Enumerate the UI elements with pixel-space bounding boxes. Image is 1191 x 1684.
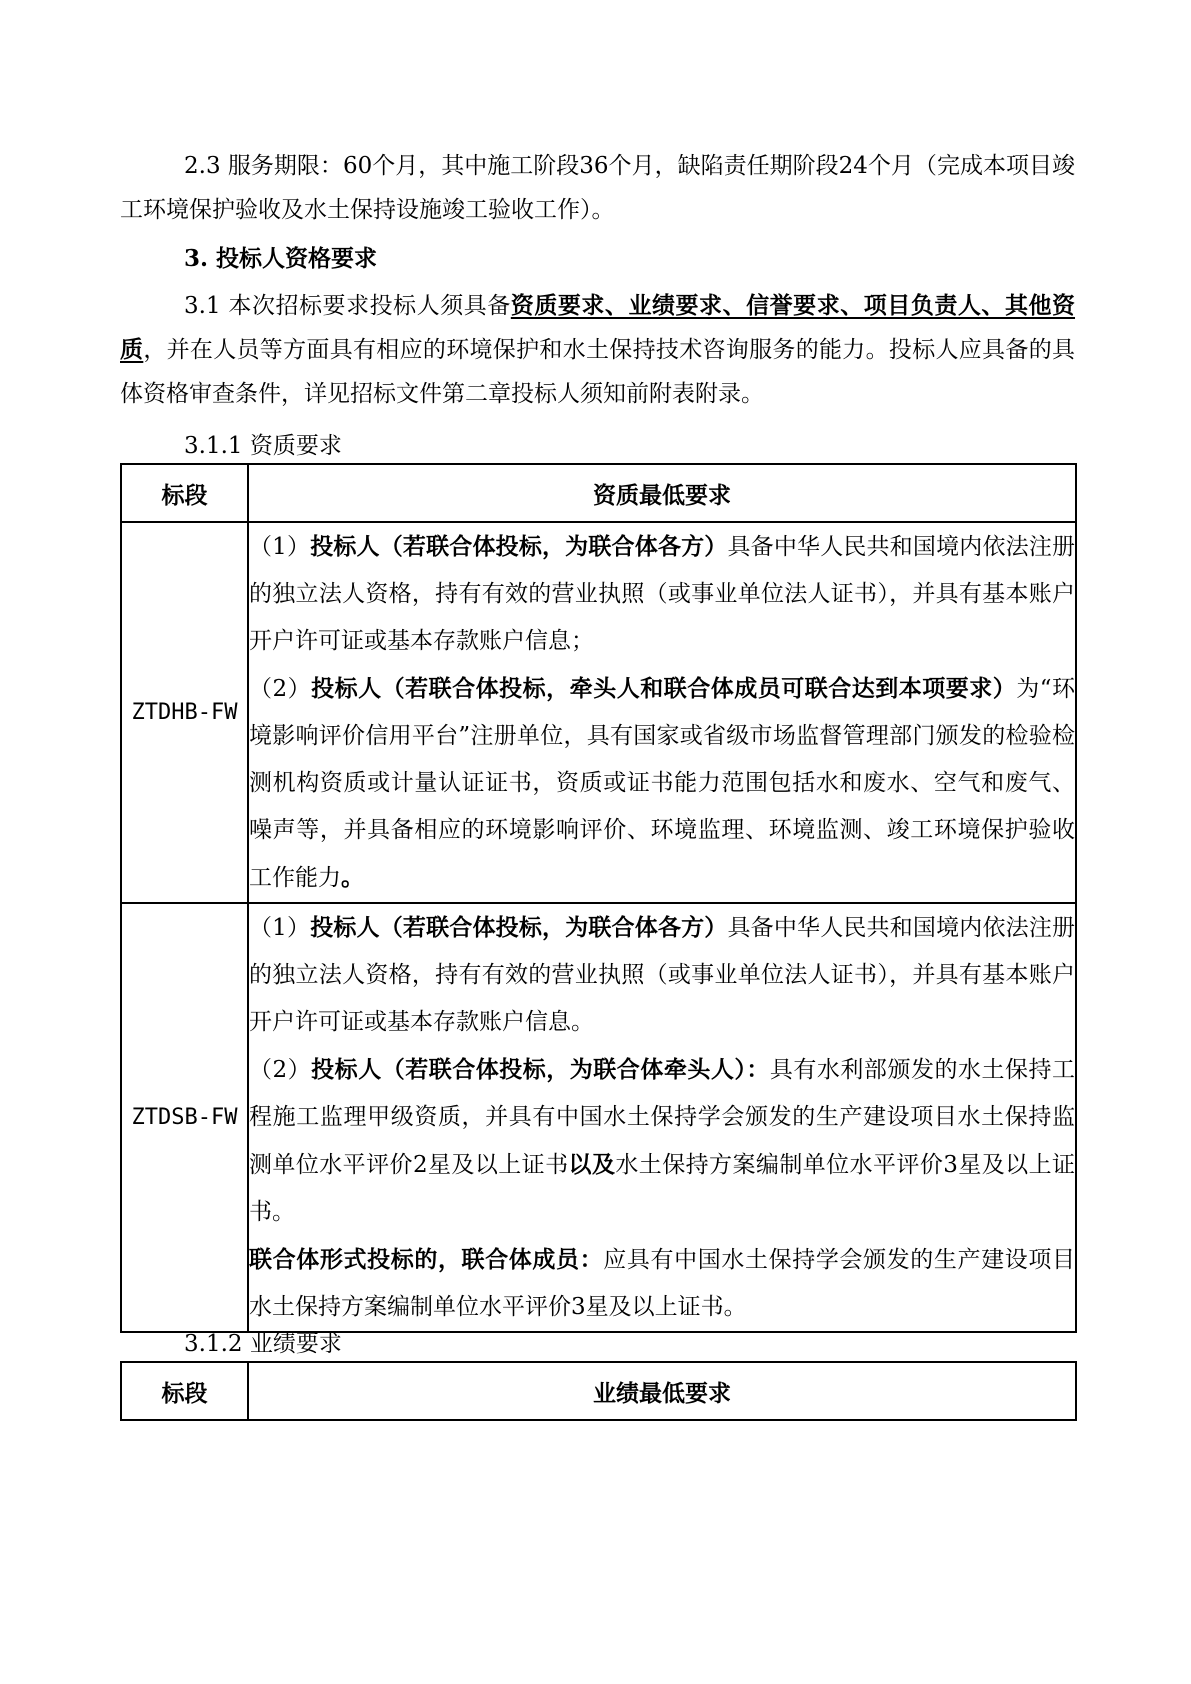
requirement-item: （2）投标人（若联合体投标，为联合体牵头人）：具有水利部颁发的水土保持工程施工监理甲级资质，并具有中国水土保持学会颁发的生产建设项目水土保持监测单位水平评价2星及以上证书以及水土保持方案编制单位水平评价3星及以上证书。	[249, 1056, 1076, 1225]
requirement-item: （1）投标人（若联合体投标，为联合体各方）具备中华人民共和国境内依法注册的独立法人资格，持有有效的营业执照（或事业单位法人证书），并具有基本账户开户许可证或基本存款账户信息；	[249, 533, 1076, 654]
requirement-item: （2）投标人（若联合体投标，牵头人和联合体成员可联合达到本项要求）为“环境影响评价信用平台”注册单位，具有国家或省级市场监督管理部门颁发的检验检测机构资质或计量认证证书，资质或证书能力范围包括水和废水、空气和废气、噪声等，并具备相应的环境影响评价、环境监理、环境监测、竣工环境保护验收工作能力。	[249, 675, 1076, 891]
requirement-item: （1）投标人（若联合体投标，为联合体各方）具备中华人民共和国境内依法注册的独立法人资格，持有有效的营业执照（或事业单位法人证书），并具有基本账户开户许可证或基本存款账户信息。	[249, 914, 1076, 1035]
subheading-3-1-1: 3.1.1 资质要求	[184, 433, 342, 459]
table-header-row	[121, 1362, 1076, 1420]
table-header-row	[121, 464, 1076, 522]
requirement-cell	[248, 522, 1076, 903]
requirement-item: 联合体形式投标的，联合体成员：应具有中国水土保持学会颁发的生产建设项目水土保持方案编制单位水平评价3星及以上证书。	[249, 1246, 1076, 1320]
column-header-segment: 标段	[121, 1362, 248, 1420]
table-row	[121, 522, 1076, 903]
qualification-table	[120, 463, 1077, 1333]
subheading-3-1-2: 3.1.2 业绩要求	[184, 1331, 342, 1357]
table-row	[121, 903, 1076, 1332]
column-header-qualification: 资质最低要求	[248, 464, 1076, 522]
segment-cell: ZTDSB-FW	[121, 903, 248, 1332]
section-heading-3: 3. 投标人资格要求	[184, 245, 378, 272]
column-header-performance: 业绩最低要求	[248, 1362, 1076, 1420]
requirement-cell	[248, 903, 1076, 1332]
paragraph-3-1: 3.1 本次招标要求投标人须具备资质要求、业绩要求、信誉要求、项目负责人、其他资质，并在人员等方面具有相应的环境保护和水土保持技术咨询服务的能力。投标人应具备的具体资格审查条件，详见招标文件第二章投标人须知前附表附录。	[120, 292, 1076, 407]
performance-table	[120, 1361, 1077, 1421]
column-header-segment: 标段	[121, 464, 248, 522]
segment-cell: ZTDHB-FW	[121, 522, 248, 903]
paragraph-service-period: 2.3 服务期限：60个月，其中施工阶段36个月，缺陷责任期阶段24个月（完成本项目竣工环境保护验收及水土保持设施竣工验收工作）。	[120, 153, 1075, 223]
